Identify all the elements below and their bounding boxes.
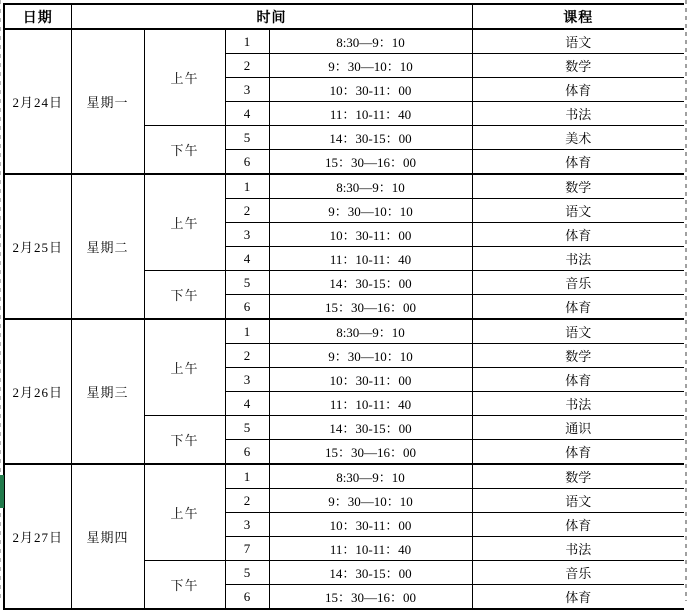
period-number-cell[interactable]: 6 xyxy=(225,585,269,610)
time-cell[interactable]: 15：30—16：00 xyxy=(269,440,472,465)
period-number-cell[interactable]: 1 xyxy=(225,464,269,489)
time-cell[interactable]: 9：30—10：10 xyxy=(269,199,472,223)
time-cell[interactable]: 14：30-15：00 xyxy=(269,126,472,150)
time-cell[interactable]: 14：30-15：00 xyxy=(269,271,472,295)
time-cell[interactable]: 10：30-11：00 xyxy=(269,368,472,392)
time-cell[interactable]: 11：10-11：40 xyxy=(269,102,472,126)
schedule-row xyxy=(4,319,684,344)
course-cell[interactable]: 书法 xyxy=(472,392,684,416)
header-time: 时间 xyxy=(71,4,472,29)
period-number-cell[interactable]: 2 xyxy=(225,54,269,78)
period-number-cell[interactable]: 1 xyxy=(225,29,269,54)
course-cell[interactable]: 数学 xyxy=(472,464,684,489)
session-cell-afternoon[interactable]: 下午 xyxy=(144,416,225,465)
period-number-cell[interactable]: 5 xyxy=(225,561,269,585)
session-cell-morning[interactable]: 上午 xyxy=(144,29,225,126)
course-cell[interactable]: 语文 xyxy=(472,29,684,54)
session-cell-afternoon[interactable]: 下午 xyxy=(144,561,225,610)
course-cell[interactable]: 音乐 xyxy=(472,561,684,585)
course-cell[interactable]: 体育 xyxy=(472,585,684,610)
time-cell[interactable]: 15：30—16：00 xyxy=(269,585,472,610)
time-cell[interactable]: 15：30—16：00 xyxy=(269,295,472,320)
time-cell[interactable]: 8:30—9：10 xyxy=(269,174,472,199)
time-cell[interactable]: 14：30-15：00 xyxy=(269,416,472,440)
course-cell[interactable]: 语文 xyxy=(472,489,684,513)
header-date: 日期 xyxy=(4,4,71,29)
period-number-cell[interactable]: 6 xyxy=(225,295,269,320)
time-cell[interactable]: 14：30-15：00 xyxy=(269,561,472,585)
period-number-cell[interactable]: 2 xyxy=(225,489,269,513)
time-cell[interactable]: 11：10-11：40 xyxy=(269,392,472,416)
course-cell[interactable]: 体育 xyxy=(472,223,684,247)
course-cell[interactable]: 数学 xyxy=(472,344,684,368)
period-number-cell[interactable]: 4 xyxy=(225,102,269,126)
period-number-cell[interactable]: 7 xyxy=(225,537,269,561)
course-cell[interactable]: 通识 xyxy=(472,416,684,440)
period-number-cell[interactable]: 2 xyxy=(225,344,269,368)
session-cell-morning[interactable]: 上午 xyxy=(144,174,225,271)
course-cell[interactable]: 书法 xyxy=(472,102,684,126)
period-number-cell[interactable]: 1 xyxy=(225,174,269,199)
date-cell[interactable]: 2月25日 xyxy=(4,174,71,319)
schedule-row xyxy=(4,174,684,199)
course-cell[interactable]: 体育 xyxy=(472,440,684,465)
session-cell-afternoon[interactable]: 下午 xyxy=(144,126,225,175)
time-cell[interactable]: 8:30—9：10 xyxy=(269,29,472,54)
course-cell[interactable]: 体育 xyxy=(472,150,684,175)
time-cell[interactable]: 11：10-11：40 xyxy=(269,537,472,561)
schedule-table xyxy=(3,3,684,610)
course-cell[interactable]: 书法 xyxy=(472,537,684,561)
weekday-cell[interactable]: 星期三 xyxy=(71,319,144,464)
period-number-cell[interactable]: 3 xyxy=(225,223,269,247)
time-cell[interactable]: 9：30—10：10 xyxy=(269,489,472,513)
course-cell[interactable]: 数学 xyxy=(472,174,684,199)
period-number-cell[interactable]: 6 xyxy=(225,150,269,175)
course-cell[interactable]: 数学 xyxy=(472,54,684,78)
time-cell[interactable]: 15：30—16：00 xyxy=(269,150,472,175)
course-cell[interactable]: 体育 xyxy=(472,295,684,320)
date-cell[interactable]: 2月24日 xyxy=(4,29,71,174)
sheet-edge-green-strip xyxy=(0,475,4,508)
session-cell-morning[interactable]: 上午 xyxy=(144,464,225,561)
time-cell[interactable]: 10：30-11：00 xyxy=(269,513,472,537)
time-cell[interactable]: 8:30—9：10 xyxy=(269,464,472,489)
weekday-cell[interactable]: 星期四 xyxy=(71,464,144,609)
period-number-cell[interactable]: 5 xyxy=(225,416,269,440)
course-cell[interactable]: 语文 xyxy=(472,319,684,344)
period-number-cell[interactable]: 5 xyxy=(225,271,269,295)
course-cell[interactable]: 体育 xyxy=(472,368,684,392)
course-cell[interactable]: 语文 xyxy=(472,199,684,223)
time-cell[interactable]: 9：30—10：10 xyxy=(269,344,472,368)
period-number-cell[interactable]: 3 xyxy=(225,513,269,537)
course-cell[interactable]: 美术 xyxy=(472,126,684,150)
weekday-cell[interactable]: 星期二 xyxy=(71,174,144,319)
date-cell[interactable]: 2月27日 xyxy=(4,464,71,609)
date-cell[interactable]: 2月26日 xyxy=(4,319,71,464)
period-number-cell[interactable]: 3 xyxy=(225,368,269,392)
header-row xyxy=(4,4,684,29)
weekday-cell[interactable]: 星期一 xyxy=(71,29,144,174)
schedule-row xyxy=(4,464,684,489)
period-number-cell[interactable]: 3 xyxy=(225,78,269,102)
time-cell[interactable]: 9：30—10：10 xyxy=(269,54,472,78)
time-cell[interactable]: 10：30-11：00 xyxy=(269,223,472,247)
period-number-cell[interactable]: 4 xyxy=(225,392,269,416)
time-cell[interactable]: 11：10-11：40 xyxy=(269,247,472,271)
course-cell[interactable]: 体育 xyxy=(472,513,684,537)
page-break-line-left xyxy=(0,0,1,601)
course-cell[interactable]: 体育 xyxy=(472,78,684,102)
time-cell[interactable]: 10：30-11：00 xyxy=(269,78,472,102)
period-number-cell[interactable]: 5 xyxy=(225,126,269,150)
course-cell[interactable]: 书法 xyxy=(472,247,684,271)
time-cell[interactable]: 8:30—9：10 xyxy=(269,319,472,344)
schedule-row xyxy=(4,29,684,54)
period-number-cell[interactable]: 4 xyxy=(225,247,269,271)
session-cell-afternoon[interactable]: 下午 xyxy=(144,271,225,320)
course-cell[interactable]: 音乐 xyxy=(472,271,684,295)
period-number-cell[interactable]: 2 xyxy=(225,199,269,223)
session-cell-morning[interactable]: 上午 xyxy=(144,319,225,416)
period-number-cell[interactable]: 6 xyxy=(225,440,269,465)
header-course: 课程 xyxy=(472,4,684,29)
period-number-cell[interactable]: 1 xyxy=(225,319,269,344)
